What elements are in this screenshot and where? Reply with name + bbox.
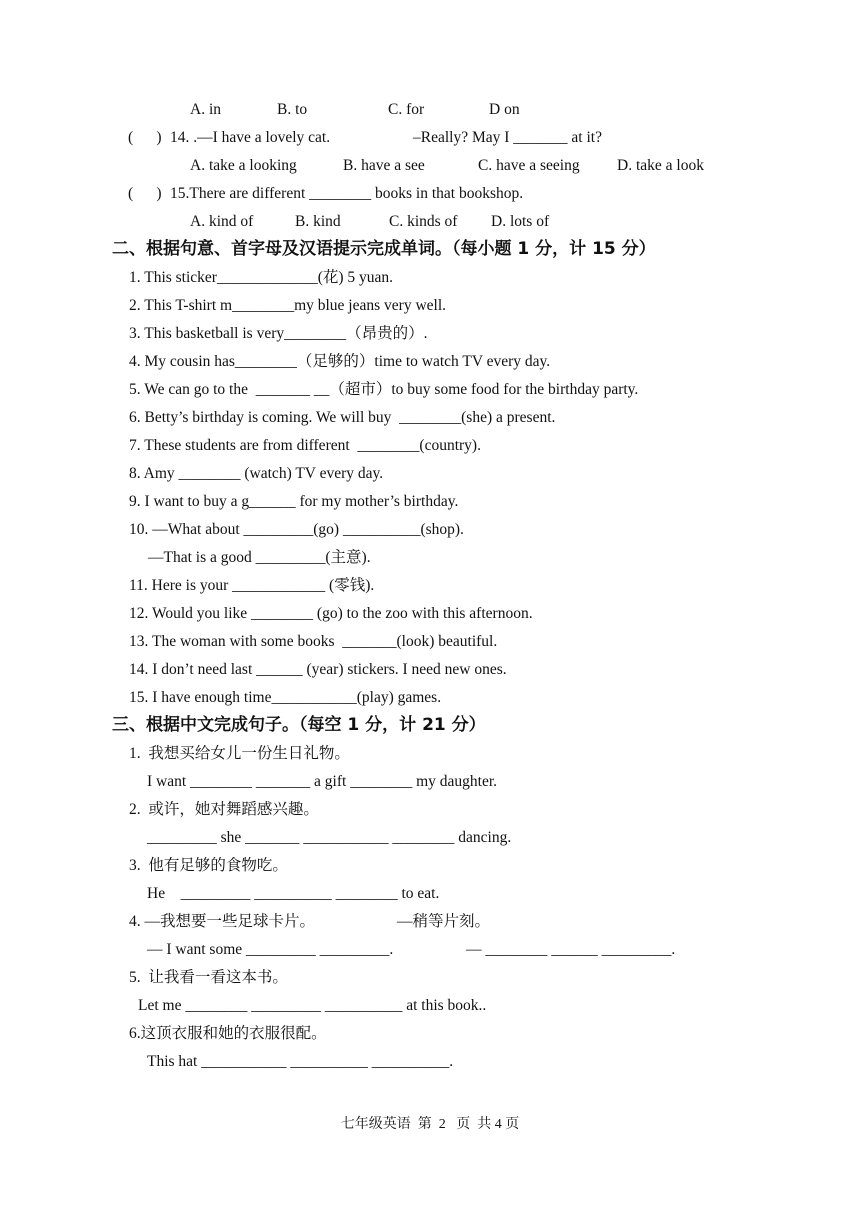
sec2-item-15: 15. I have enough time___________(play) games. [129, 689, 442, 706]
sec3-q5-chinese: 5. 让我看一看这本书。 [129, 969, 288, 986]
q14-question: 14. .—I have a lovely cat. [170, 129, 331, 146]
sec3-q5-english: Let me ________ _________ __________ at this book.. [138, 997, 487, 1014]
q14-option-a: A. take a looking [190, 157, 297, 174]
sec2-item-9: 9. I want to buy a g______ for my mother’s birthday. [129, 493, 459, 510]
sec2-item-5: 5. We can go to the _______ __（超市）to buy some food for the birthday party. [129, 381, 639, 398]
q14-option-d: D. take a look [617, 157, 704, 174]
q15-option-b: B. kind [295, 213, 341, 230]
sec3-q4-english-a: — I want some _________ _________. [147, 941, 394, 958]
q15-question: 15.There are different ________ books in that bookshop. [170, 185, 524, 202]
sec2-item-8: 8. Amy ________ (watch) TV every day. [129, 465, 384, 482]
section-3-heading: 三、根据中文完成句子。（每空 1 分，计 21 分） [112, 715, 486, 735]
sec2-item-11: 11. Here is your ____________ (零钱). [129, 577, 375, 594]
q13-option-a: A. in [190, 101, 221, 118]
sec2-item-2: 2. This T-shirt m________my blue jeans very well. [129, 297, 447, 314]
sec3-q6-chinese: 6.这顶衣服和她的衣服很配。 [129, 1025, 327, 1042]
sec3-q6-english: This hat ___________ __________ __________. [147, 1053, 454, 1070]
sec2-item-10: 10. —What about _________(go) __________(shop). [129, 521, 464, 538]
sec3-q3-english: He _________ __________ ________ to eat. [147, 885, 440, 902]
q14-reply: –Really? May I _______ at it? [413, 129, 602, 146]
sec2-item-13: 13. The woman with some books _______(look) beautiful. [129, 633, 498, 650]
sec3-q3-chinese: 3. 他有足够的食物吃。 [129, 857, 288, 874]
q14-option-b: B. have a see [343, 157, 425, 174]
sec2-item-7: 7. These students are from different ________(country). [129, 437, 481, 454]
sec2-item-6: 6. Betty’s birthday is coming. We will buy ________(she) a present. [129, 409, 556, 426]
sec3-q4-english-b: — ________ ______ _________. [466, 941, 676, 958]
sec3-q1-english: I want ________ _______ a gift ________ my daughter. [147, 773, 497, 790]
sec3-q2-english: _________ she _______ ___________ ________ dancing. [147, 829, 512, 846]
q15-answer-paren: ( ) [128, 185, 162, 202]
sec2-item-12: 12. Would you like ________ (go) to the zoo with this afternoon. [129, 605, 533, 622]
q13-option-b: B. to [277, 101, 308, 118]
sec2-item-3: 3. This basketball is very________（昂贵的）. [129, 325, 428, 342]
q13-option-d: D on [489, 101, 520, 118]
q15-option-d: D. lots of [491, 213, 550, 230]
q15-option-c: C. kinds of [389, 213, 458, 230]
sec2-item-1: 1. This sticker_____________(花) 5 yuan. [129, 269, 394, 286]
q14-answer-paren: ( ) [128, 129, 162, 146]
section-2-heading: 二、根据句意、首字母及汉语提示完成单词。（每小题 1 分，计 15 分） [112, 239, 656, 259]
q13-option-c: C. for [388, 101, 425, 118]
sec3-q1-chinese: 1. 我想买给女儿一份生日礼物。 [129, 745, 350, 762]
sec3-q4-chinese-b: —稍等片刻。 [397, 913, 491, 930]
sec2-item-4: 4. My cousin has________（足够的）time to watch TV every day. [129, 353, 551, 370]
page-footer: 七年级英语 第 2 页 共 4 页 [340, 1117, 520, 1132]
sec3-q4-chinese-a: 4. —我想要一些足球卡片。 [129, 913, 316, 930]
sec3-q2-chinese: 2. 或许，她对舞蹈感兴趣。 [129, 801, 319, 818]
sec2-item-10-reply: —That is a good _________(主意). [148, 549, 371, 566]
sec2-item-14: 14. I don’t need last ______ (year) stickers. I need new ones. [129, 661, 507, 678]
q15-option-a: A. kind of [190, 213, 254, 230]
q14-option-c: C. have a seeing [478, 157, 580, 174]
